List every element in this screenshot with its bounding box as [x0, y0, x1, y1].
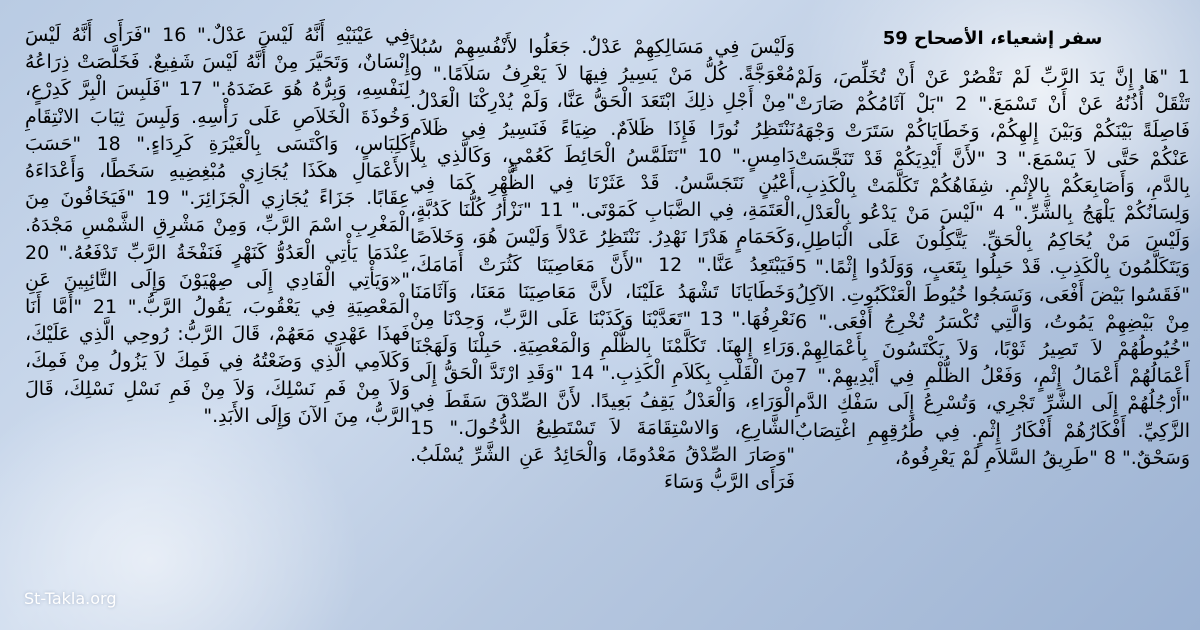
chapter-title: سفر إشعياء، الأصحاح 59	[882, 28, 1103, 49]
text-column-middle: وَلَيْسَ فِي مَسَالِكِهِمْ عَدْلٌ. جَعَلُوا لأَنْفُسِهِمْ سُبُلاً مُعْوَجَّةً. كُلُّ مَنْ يَسِيرُ فِيهَا لاَ يَعْرِفُ سَلاَمًا." 9 "مِنْ أَجْلِ ذلِكَ ابْتَعَدَ الْحَقُّ عَنَّا، وَلَمْ يُدْرِكْنَا الْعَدْلُ. نَنْتَظِرُ نُورًا فَإِذَا ظَلاَمٌ. ضِيَاءً فَنَسِيرُ فِي ظَلاَمٍ دَامِسٍ." 10 "نَتَلَمَّسُ الْحَائِطَ كَعُمْيٍ، وَكَالَّذِي بِلاَ أَعْيُنٍ نَتَجَسَّسُ. قَدْ عَثَرْنَا فِي الظُّهْرِ كَمَا فِي الْعَتَمَةِ، فِي الضَّبَابِ كَمَوْتَى." 11 "نَزْأَرُ كُلُّنَا كَدُبَّةٍ، وَكَحَمَامٍ هَدْرًا نَهْدِرُ. نَنْتَظِرُ عَدْلاً وَلَيْسَ هُوَ، وَخَلاَصًا فَيَبْتَعِدُ عَنَّا." 12 "لأَنَّ مَعَاصِيَنَا كَثُرَتْ أَمَامَكَ، وَخَطَايَانَا تَشْهَدُ عَلَيْنَا، لأَنَّ مَعَاصِيَنَا مَعَنَا، وَآثَامَنَا نَعْرِفُهَا." 13 "تَعَدَّيْنَا وَكَذَبْنَا عَلَى الرَّبِّ، وَحِدْنَا مِنْ وَرَاءِ إِلهِنَا. تَكَلَّمْنَا بِالظُّلْمِ وَالْمَعْصِيَةِ. حَبِلْنَا وَلَهَجْنَا مِنَ الْقَلْبِ بِكَلاَمِ الْكَذِبِ." 14 "وَقَدِ ارْتَدَّ الْحَقُّ إِلَى الْوَرَاءِ، وَالْعَدْلُ يَقِفُ بَعِيدًا. لأَنَّ الصِّدْقَ سَقَطَ فِي الشَّارِعِ، وَالاسْتِقَامَةَ لاَ تَسْتَطِيعُ الدُّخُولَ." 15 "وَصَارَ الصِّدْقُ مَعْدُومًا، وَالْحَائِدُ عَنِ الشَّرِّ يُسْلَبُ. فَرَأَى الرَّبُّ وَسَاءَ	[410, 36, 795, 494]
text-column-left: فِي عَيْنَيْهِ أَنَّهُ لَيْسَ عَدْلٌ." 16 "فَرَأَى أَنَّهُ لَيْسَ إِنْسَانٌ، وَتَحَيَّرَ مِنْ أَنَّهُ لَيْسَ شَفِيعٌ. فَخَلَّصَتْ ذِرَاعُهُ لِنَفْسِهِ، وَبِرُّهُ هُوَ عَضَدَهُ." 17 "فَلَبِسَ الْبِرَّ كَدِرْعٍ، وَخُوذَةَ الْخَلاَصِ عَلَى رَأْسِهِ. وَلَبِسَ ثِيَابَ الانْتِقَامِ كَلِبَاسٍ، وَاكْتَسَى بِالْغَيْرَةِ كَرِدَاءٍ." 18 "حَسَبَ الأَعْمَالِ هكَذَا يُجَازِي مُبْغِضِيهِ سَخَطًا، وَأَعْدَاءَهُ عِقَابًا. جَزَاءً يُجَازِي الْجَزَائِرَ." 19 "فَيَخَافُونَ مِنَ الْمَغْرِبِ اسْمَ الرَّبِّ، وَمِنْ مَشْرِقِ الشَّمْسِ مَجْدَهُ. عِنْدَمَا يَأْتِي الْعَدُوُّ كَنَهْرٍ فَنَفْخَةُ الرَّبِّ تَدْفَعُهُ." 20 "«وَيَأْتِي الْفَادِي إِلَى صِهْيَوْنَ وَإِلَى التَّائِبِينَ عَنِ الْمَعْصِيَةِ فِي يَعْقُوبَ، يَقُولُ الرَّبُّ." 21 "أَمَّا أَنَا فَهذَا عَهْدِي مَعَهُمْ، قَالَ الرَّبُّ: رُوحِي الَّذِي عَلَيْكَ، وَكَلاَمِي الَّذِي وَضَعْتُهُ فِي فَمِكَ لاَ يَزُولُ مِنْ فَمِكَ، وَلاَ مِنْ فَمِ نَسْلِكَ، وَلاَ مِنْ فَمِ نَسْلِ نَسْلِكَ، قَالَ الرَّبُّ، مِنَ الآنَ وَإِلَى الأَبَدِ."	[25, 24, 410, 427]
text-column-right: 1 "هَا إِنَّ يَدَ الرَّبِّ لَمْ تَقْصُرْ عَنْ أَنْ تُخَلِّصَ، وَلَمْ تَثْقَلْ أُذُنُهُ عَنْ أَنْ تَسْمَعَ." 2 "بَلْ آثَامُكُمْ صَارَتْ فَاصِلَةً بَيْنَكُمْ وَبَيْنَ إِلهِكُمْ، وَخَطَايَاكُمْ سَتَرَتْ وَجْهَهُ عَنْكُمْ حَتَّى لاَ يَسْمَعَ." 3 "لأَنَّ أَيْدِيَكُمْ قَدْ تَنَجَّسَتْ بِالدَّمِ، وَأَصَابِعَكُمْ بِالإِثْمِ. شِفَاهُكُمْ تَكَلَّمَتْ بِالْكَذِبِ، وَلِسَانُكُمْ يَلْهَجُ بِالشَّرِّ." 4 "لَيْسَ مَنْ يَدْعُو بِالْعَدْلِ، وَلَيْسَ مَنْ يُحَاكِمُ بِالْحَقِّ. يَتَّكِلُونَ عَلَى الْبَاطِلِ، وَيَتَكَلَّمُونَ بِالْكَذِبِ. قَدْ حَبِلُوا بِتَعَبٍ، وَوَلَدُوا إِثْمًا." 5 "فَقَسُوا بَيْضَ أَفْعَى، وَنَسَجُوا خُيُوطَ الْعَنْكَبُوتِ. الآكِلُ مِنْ بَيْضِهِمْ يَمُوتُ، وَالَّتِي تُكْسَرُ تُخْرِجُ أَفْعَى." 6 "خُيُوطُهُمْ لاَ تَصِيرُ ثَوْبًا، وَلاَ يَكْتَسُونَ بِأَعْمَالِهِمْ. أَعْمَالُهُمْ أَعْمَالُ إِثْمٍ، وَفَعْلُ الظُّلْمِ فِي أَيْدِيهِمْ." 7 "أَرْجُلُهُمْ إِلَى الشَّرِّ تَجْرِي، وَتُسْرِعُ إِلَى سَفْكِ الدَّمِ الزَّكِيِّ. أَفْكَارُهُمْ أَفْكَارُ إِثْمٍ. فِي طُرُقِهِمِ اغْتِصَابٌ وَسَحْقٌ." 8 "طَرِيقُ السَّلاَمِ لَمْ يَعْرِفُوهُ،	[795, 66, 1190, 469]
site-watermark: St-Takla.org	[24, 589, 117, 608]
